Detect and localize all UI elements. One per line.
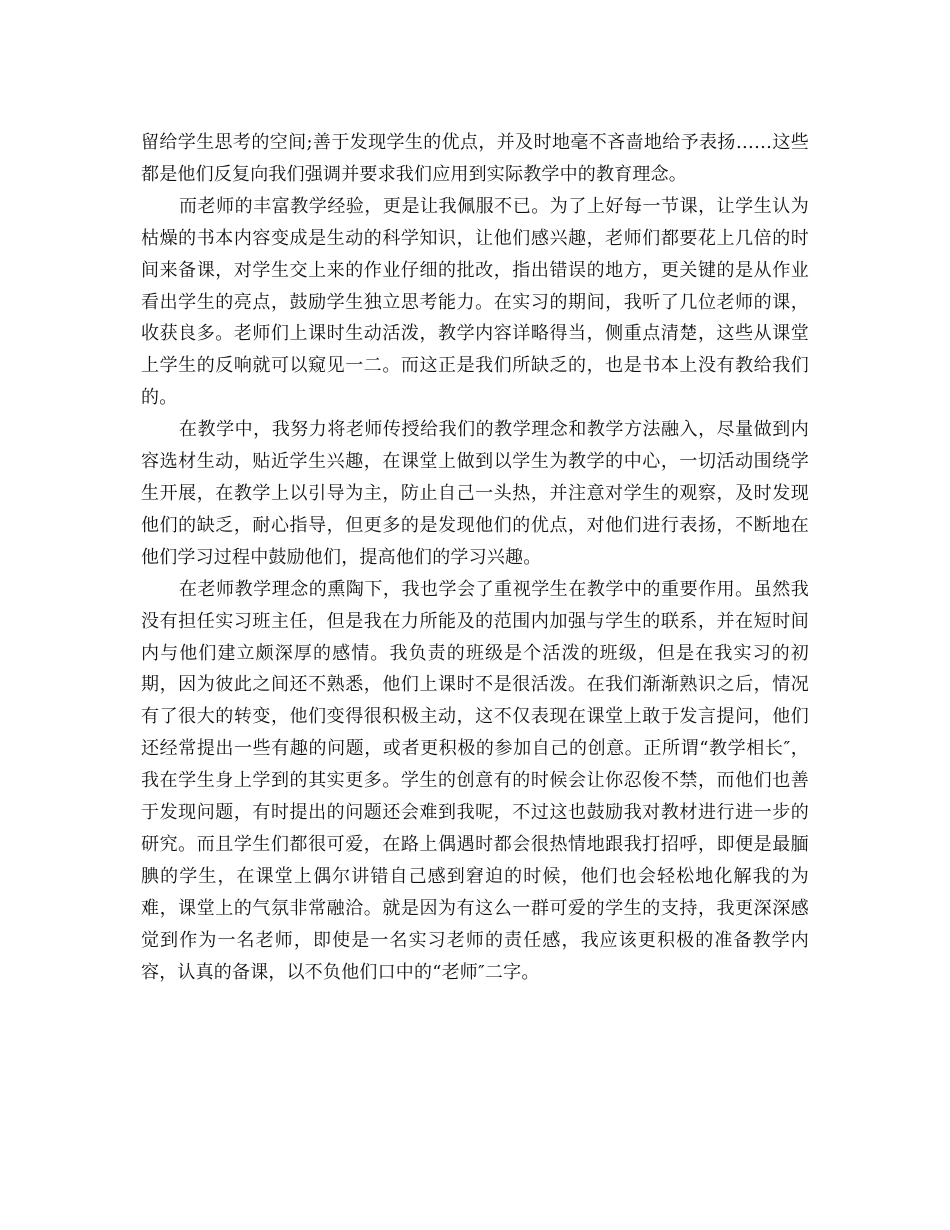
paragraph-teaching-practice: 在教学中，我努力将老师传授给我们的教学理念和教学方法融入，尽量做到内容选材生动，贴近学生兴趣，在课堂上做到以学生为教学的中心，一切活动围绕学生开展，在教学上以引导为主，防止自己一头热，并注意对学生的观察，及时发现他们的缺乏，耐心指导，但更多的是发现他们的优点，对他们进行表扬，不断地在他们学习过程中鼓励他们，提高他们的学习兴趣。 bbox=[141, 419, 809, 568]
document-body bbox=[141, 127, 809, 988]
paragraph-student-relationship: 在老师教学理念的熏陶下，我也学会了重视学生在教学中的重要作用。虽然我没有担任实习班主任，但是我在力所能及的范围内加强与学生的联系，并在短时间内与他们建立颇深厚的感情。我负责的班级是个活泼的班级，但是在我实习的初期，因为彼此之间还不熟悉，他们上课时不是很活泼。在我们渐渐熟识之后，情况有了很大的转变，他们变得很积极主动，这不仅表现在课堂上敢于发言提问，他们还经常提出一些有趣的问题，或者更积极的参加自己的创意。正所谓“教学相长″，我在学生身上学到的其实更多。学生的创意有的时候会让你忍俊不禁，而他们也善于发现问题，有时提出的问题还会难到我呢，不过这也鼓励我对教材进行进一步的研究。而且学生们都很可爱，在路上偶遇时都会很热情地跟我打招呼，即便是最腼腆的学生，在课堂上偶尔讲错自己感到窘迫的时候，他们也会轻松地化解我的为难，课堂上的气氛非常融洽。就是因为有这么一群可爱的学生的支持，我更深深感觉到作为一名老师，即使是一名实习老师的责任感，我应该更积极的准备教学内容，认真的备课，以不负他们口中的“老师″二字。 bbox=[141, 578, 809, 983]
paragraph-continuation: 留给学生思考的空间;善于发现学生的优点，并及时地毫不吝啬地给予表扬……这些都是他们反复向我们强调并要求我们应用到实际教学中的教育理念。 bbox=[141, 132, 809, 185]
paragraph-teacher-experience: 而老师的丰富教学经验，更是让我佩服不已。为了上好每一节课，让学生认为枯燥的书本内容变成是生动的科学知识，让他们感兴趣，老师们都要花上几倍的时间来备课，对学生交上来的作业仔细的批改，指出错误的地方，更关键的是从作业看出学生的亮点，鼓励学生独立思考能力。在实习的期间，我听了几位老师的课，收获良多。老师们上课时生动活泼，教学内容详略得当，侧重点清楚，这些从课堂上学生的反响就可以窥见一二。而这正是我们所缺乏的，也是书本上没有教给我们的。 bbox=[141, 195, 809, 409]
